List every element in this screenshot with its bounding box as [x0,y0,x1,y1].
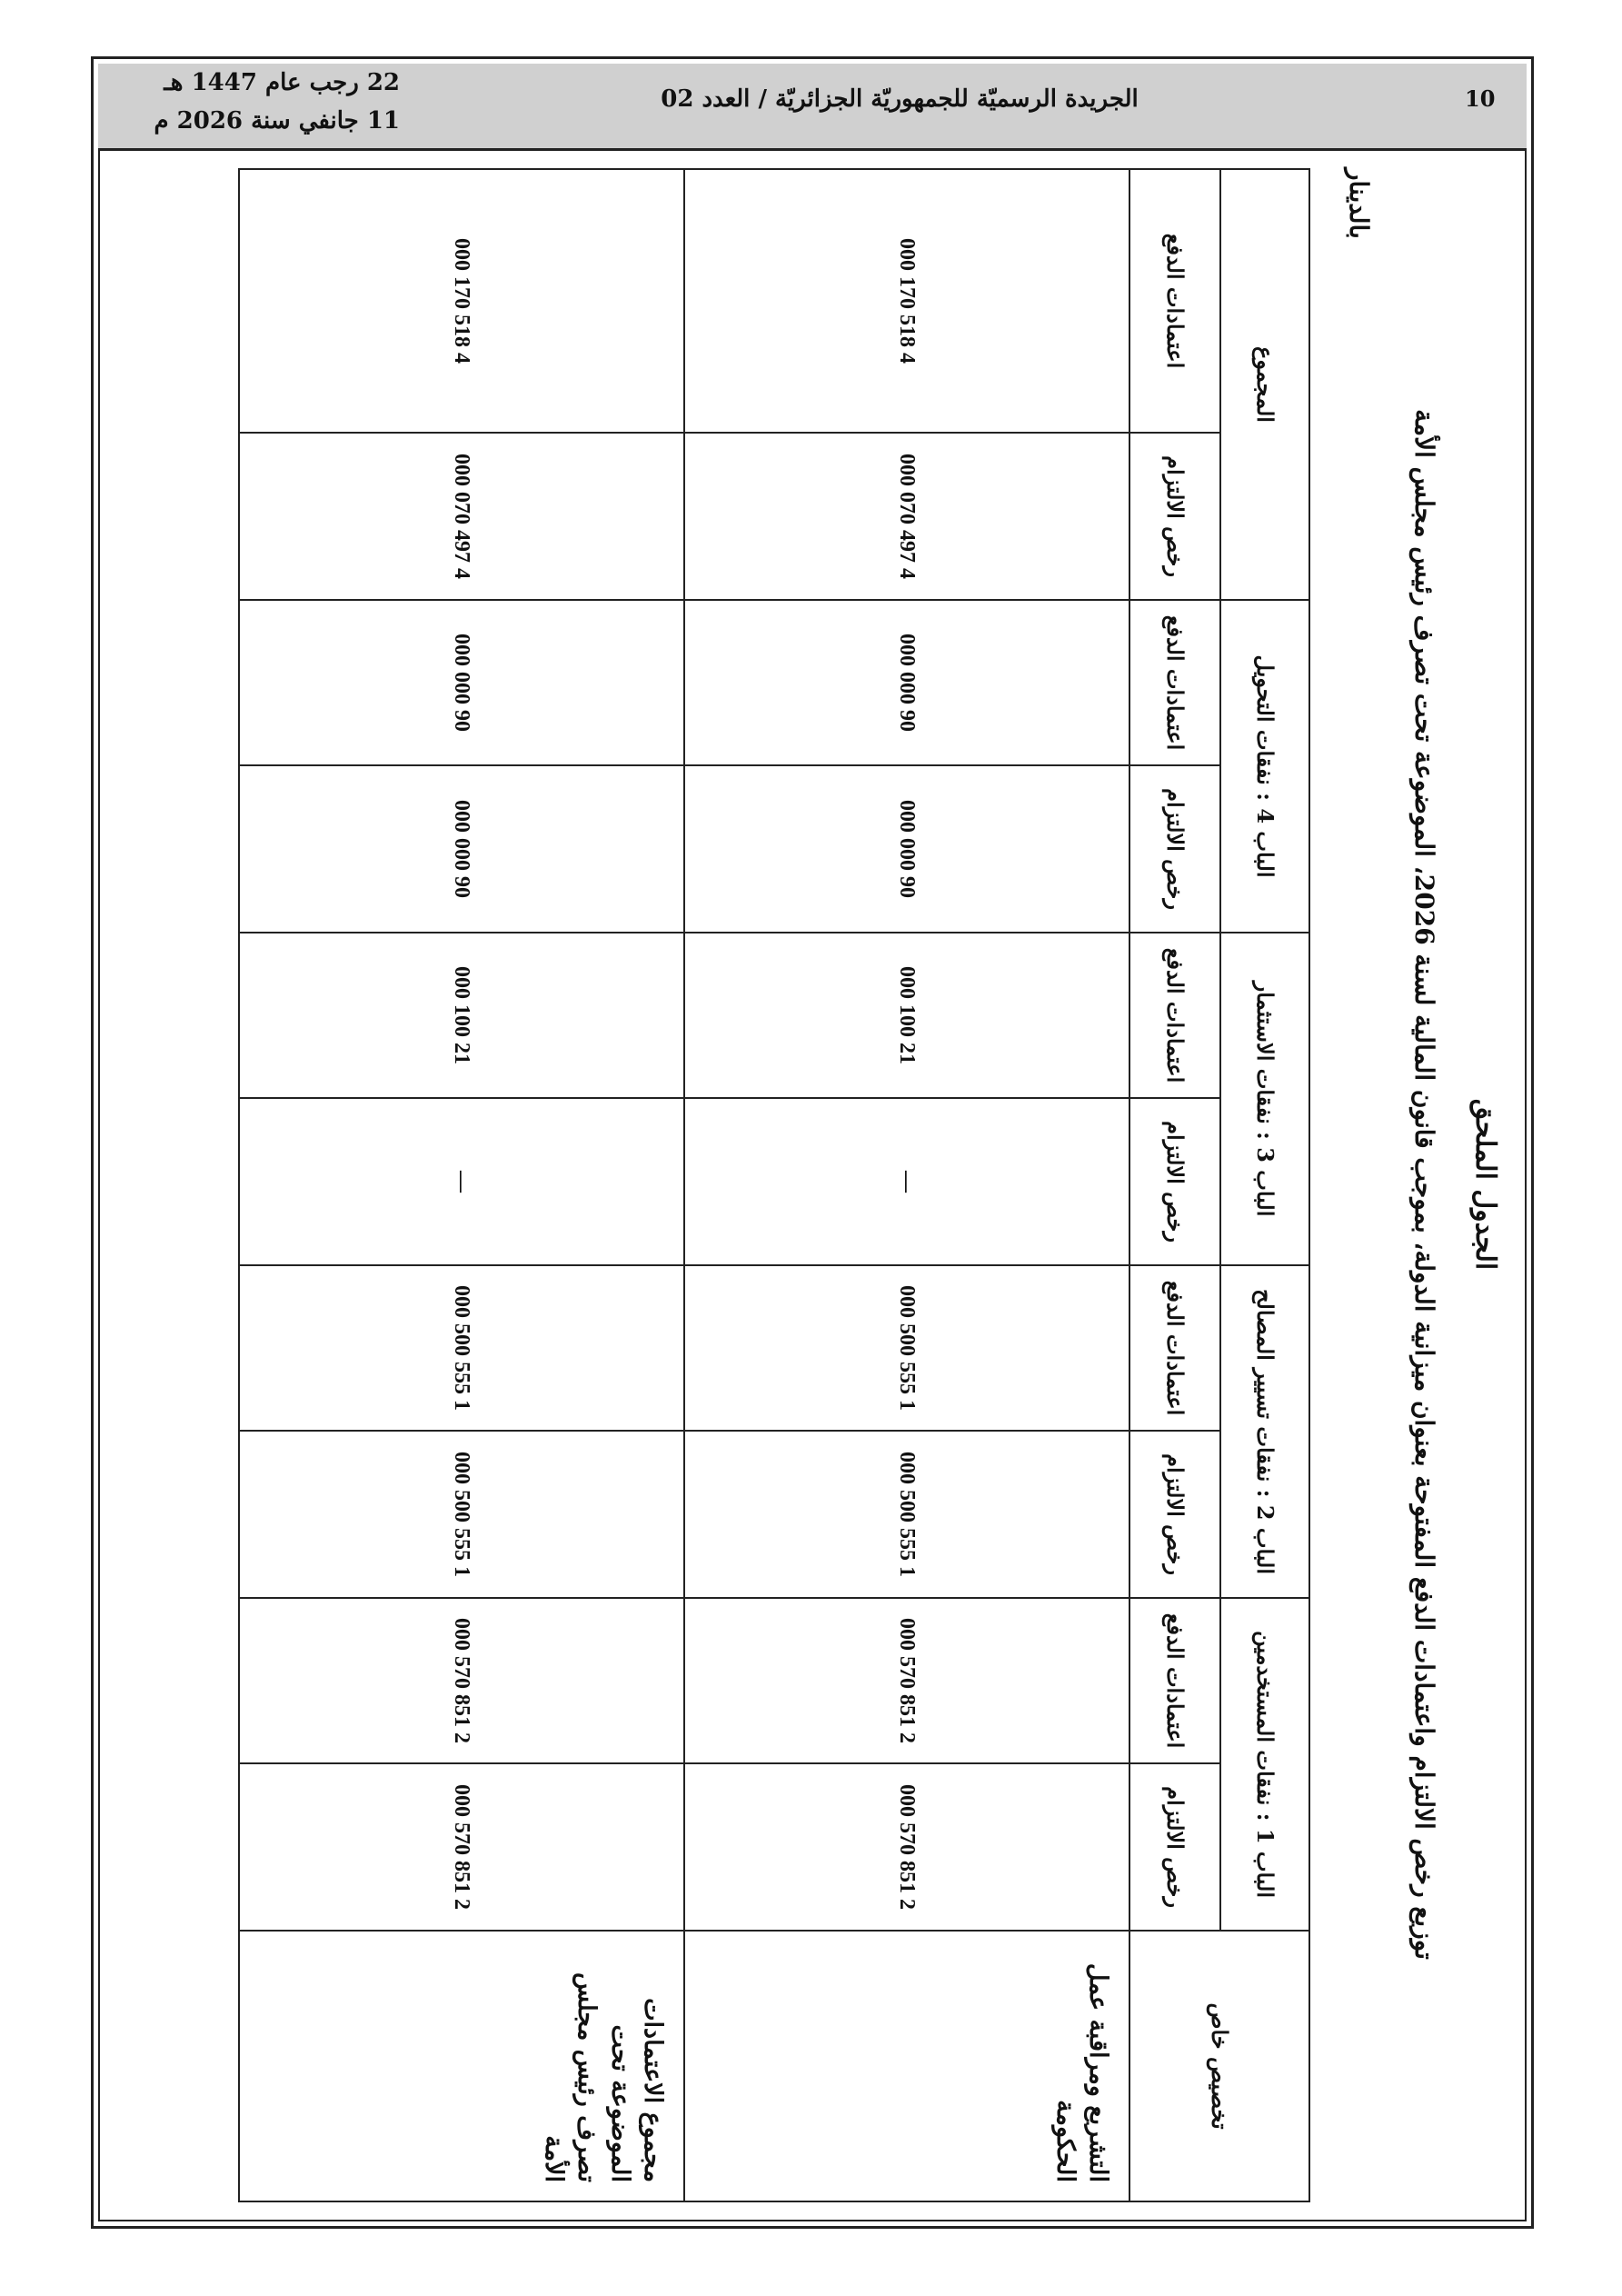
sub-header-payment: اعتمادات الدفع [1129,1598,1220,1763]
cell-value: 1 555 500 000 [239,1265,684,1431]
cell-value: 2 851 570 000 [239,1763,684,1931]
sub-header-commitment: رخص الالتزام [1129,1763,1220,1931]
cell-value: 2 851 570 000 [684,1598,1129,1763]
cell-value: 90 000 000 [684,765,1129,933]
sub-header-payment: اعتمادات الدفع [1129,600,1220,765]
rotated-content [129,168,1510,2201]
currency-unit: بالدينار [1344,168,1374,239]
sub-header-payment: اعتمادات الدفع [1129,1265,1220,1431]
cell-value: 4 518 170 000 [239,169,684,433]
sub-header-payment: اعتمادات الدفع [1129,169,1220,433]
cell-value: — [239,1098,684,1265]
annex-title: الجدول الملحق [1469,1098,1501,1271]
col-special-header: تخصيص خاص [1129,1931,1309,2201]
cell-value: 4 497 070 000 [239,433,684,600]
cell-value: 90 000 000 [239,765,684,933]
group-header-title1: الباب 1 : نفقات المستخدمين [1220,1598,1309,1931]
row-label: مجموع الاعتمادات الموضوعة تحت تصرف رئيس مجلس الأمة [239,1931,684,2201]
sub-header-payment: اعتمادات الدفع [1129,933,1220,1098]
journal-title: الجريدة الرسميّة للجمهوريّة الجزائريّة / العدد 02 [661,85,1139,113]
group-header-title2: الباب 2 : نفقات تسيير المصالح [1220,1265,1309,1598]
cell-value: 1 555 500 000 [239,1431,684,1598]
cell-value: 21 100 000 [239,933,684,1098]
cell-value: 21 100 000 [684,933,1129,1098]
sub-header-commitment: رخص الالتزام [1129,1431,1220,1598]
cell-value: 1 555 500 000 [684,1265,1129,1431]
allocation-table [238,168,1310,2202]
sub-header-commitment: رخص الالتزام [1129,1098,1220,1265]
cell-value: 1 555 500 000 [684,1431,1129,1598]
cell-value: — [684,1098,1129,1265]
table-row-total [239,169,684,2201]
table-header-row-1 [1220,169,1309,2201]
cell-value: 90 000 000 [239,600,684,765]
date-hijri: 22 رجب عام 1447 هـ [164,69,400,96]
row-label: التشريع ومراقبة عمل الحكومة [684,1931,1129,2201]
sub-header-commitment: رخص الالتزام [1129,765,1220,933]
cell-value: 4 497 070 000 [684,433,1129,600]
page-number: 10 [1465,85,1496,112]
cell-value: 2 851 570 000 [684,1763,1129,1931]
cell-value: 2 851 570 000 [239,1598,684,1763]
table-subtitle: توزيع رخص الالتزام واعتمادات الدفع المفتوحة بعنوان ميزانية الدولة، بموجب قانون المالية لسنة 2026، الموضوعة تحت تصرف رئيس مجلس الأمة [1409,409,1439,1960]
sub-header-commitment: رخص الالتزام [1129,433,1220,600]
group-header-title4: الباب 4 : نفقات التحويل [1220,600,1309,933]
table-row [684,169,1129,2201]
group-header-title3: الباب 3 : نفقات الاستثمار [1220,933,1309,1265]
group-header-total: المجموع [1220,169,1309,600]
cell-value: 90 000 000 [684,600,1129,765]
table-header-row-2 [1129,169,1220,2201]
cell-value: 4 518 170 000 [684,169,1129,433]
date-gregorian: 11 جانفي سنة 2026 م [154,107,400,135]
